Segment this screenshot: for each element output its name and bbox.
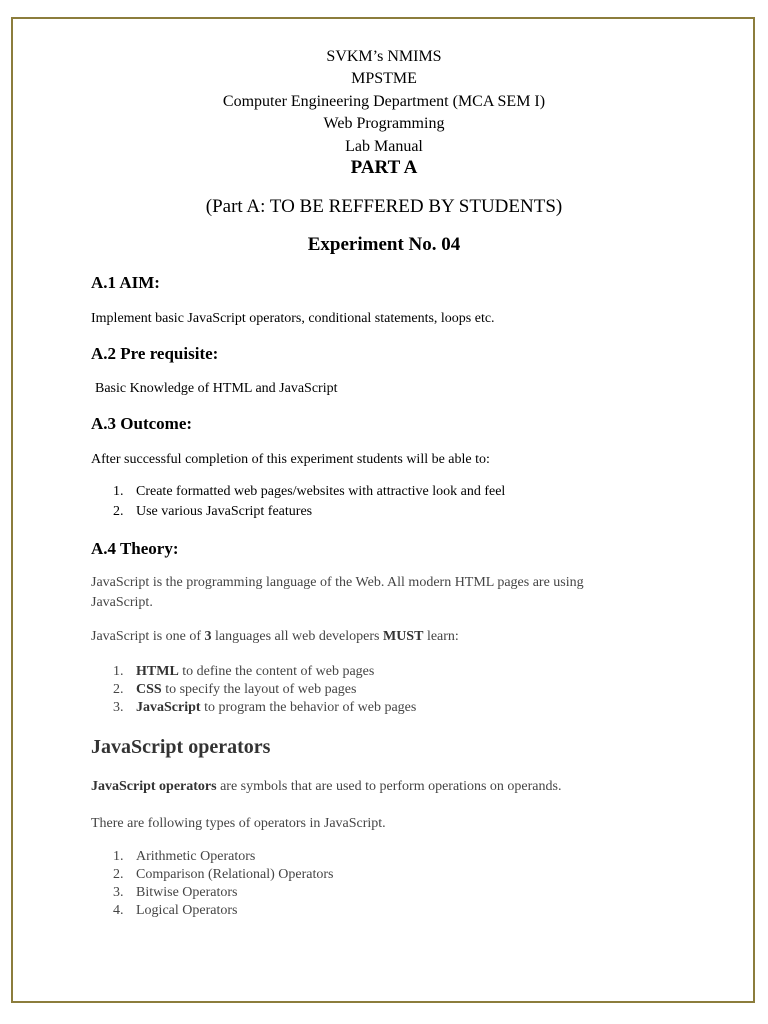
operators-paragraph-2: There are following types of operators in JavaScript. <box>91 816 386 831</box>
part-subtitle: (Part A: TO BE REFFERED BY STUDENTS) <box>205 196 563 217</box>
experiment-number: Experiment No. 04 <box>307 234 461 255</box>
theory-paragraph-2: JavaScript is one of 3 languages all web developers MUST learn: <box>91 629 459 644</box>
aim-heading: A.1 AIM: <box>91 273 160 292</box>
department-name: Computer Engineering Department (MCA SEM I) <box>222 93 546 110</box>
school-name: MPSTME <box>351 70 417 87</box>
operators-paragraph-1: JavaScript operators are symbols that are used to perform operations on operands. <box>91 779 562 794</box>
theory-heading: A.4 Theory: <box>91 539 179 558</box>
outcome-text: After successful completion of this experiment students will be able to: <box>91 452 490 467</box>
outcome-heading: A.3 Outcome: <box>91 414 193 433</box>
aim-text: Implement basic JavaScript operators, conditional statements, loops etc. <box>91 311 495 326</box>
course-name: Web Programming <box>323 115 445 132</box>
theory-paragraph-1-line-1: JavaScript is the programming language of the Web. All modern HTML pages are using <box>91 575 584 590</box>
institution-name: SVKM’s NMIMS <box>326 48 442 65</box>
theory-paragraph-1-line-2: JavaScript. <box>91 595 153 610</box>
manual-title: Lab Manual <box>345 138 423 155</box>
part-title: PART A <box>350 157 418 178</box>
operators-heading: JavaScript operators <box>91 736 271 758</box>
prereq-text: Basic Knowledge of HTML and JavaScript <box>95 381 338 396</box>
prereq-heading: A.2 Pre requisite: <box>91 344 219 363</box>
